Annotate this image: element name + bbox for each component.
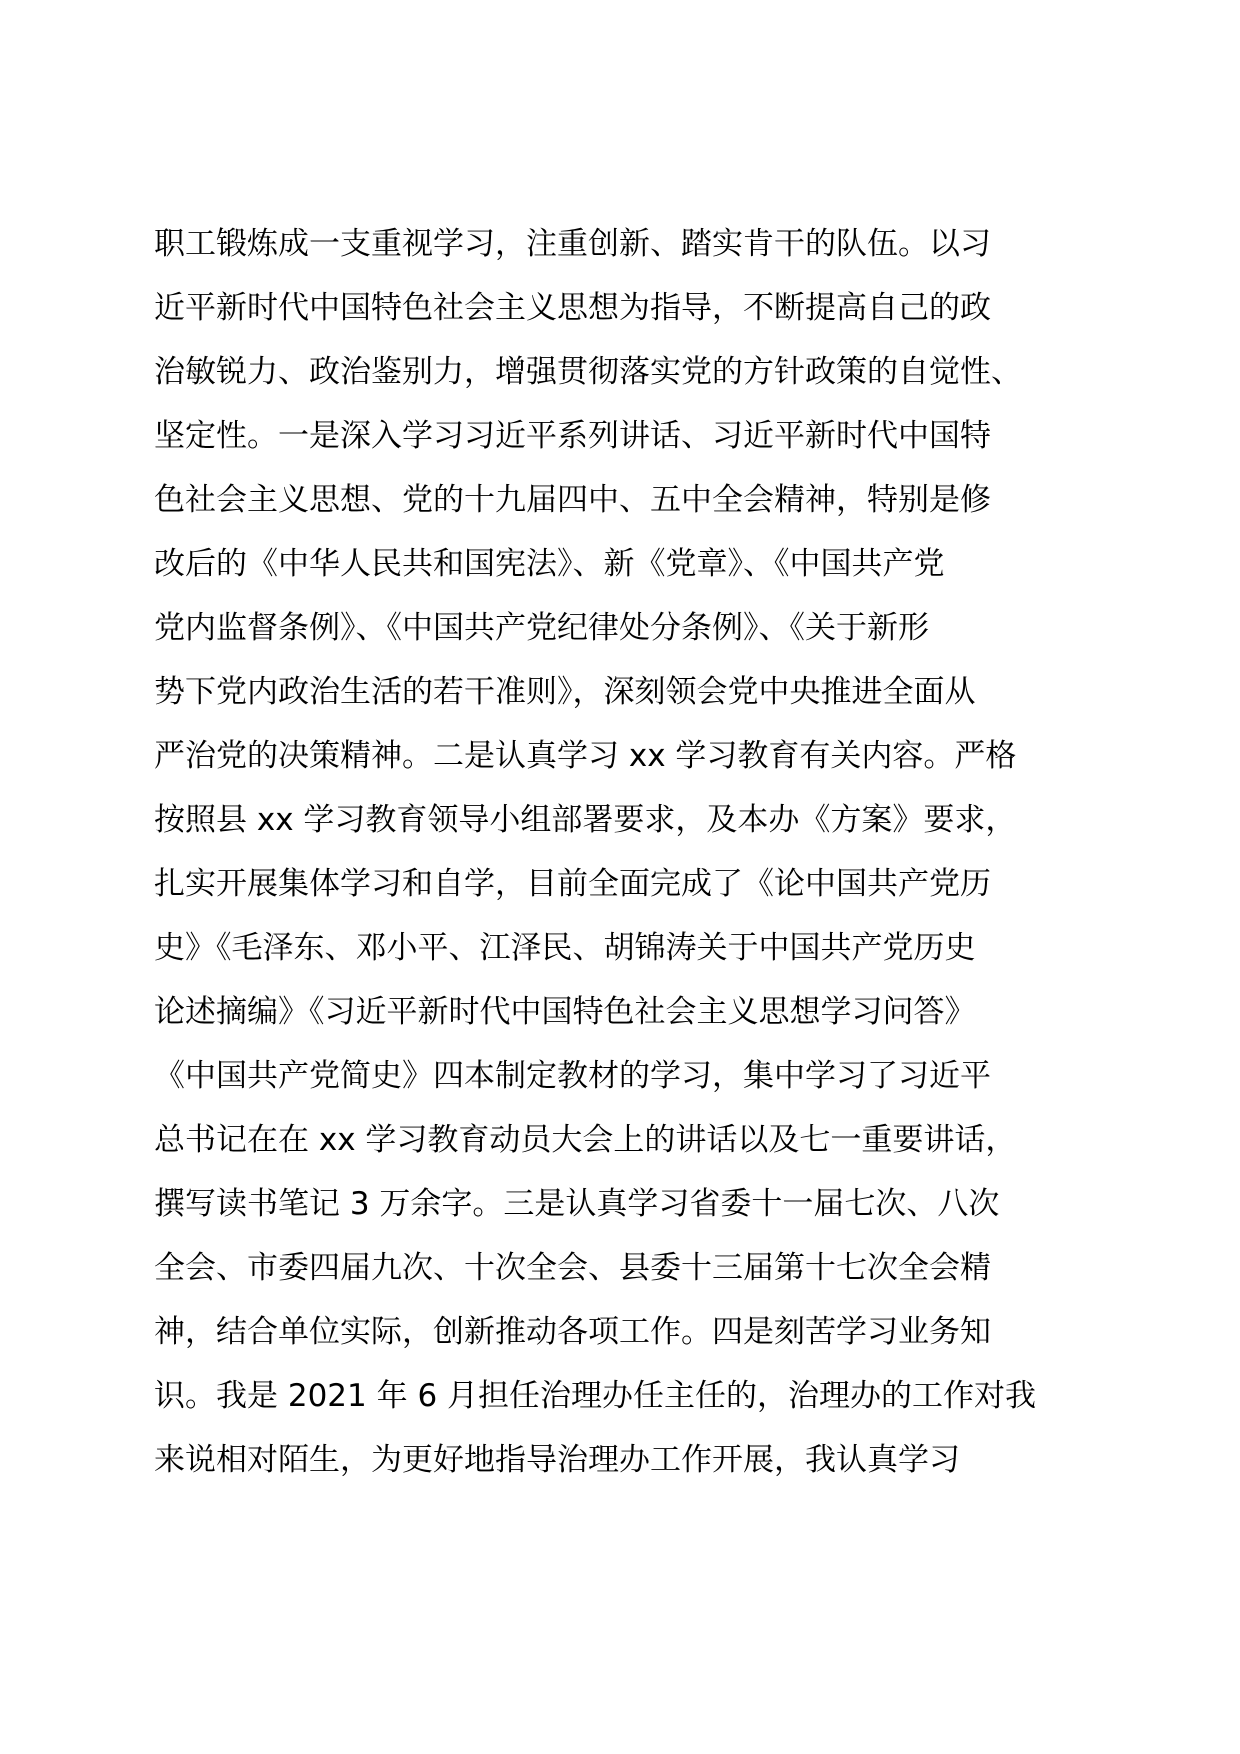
text-line: 总书记在在 xx 学习教育动员大会上的讲话以及七一重要讲话， <box>154 1122 1017 1158</box>
text-line: 职工锻炼成一支重视学习，注重创新、踏实肯干的队伍。以习 <box>154 226 991 262</box>
text-line: 色社会主义思想、党的十九届四中、五中全会精神，特别是修 <box>154 482 991 518</box>
text-line: 识。我是 2021 年 6 月担任治理办任主任的，治理办的工作对我 <box>154 1378 1037 1414</box>
text-line: 坚定性。一是深入学习习近平系列讲话、习近平新时代中国特 <box>154 418 991 454</box>
text-line: 按照县 xx 学习教育领导小组部署要求，及本办《方案》要求， <box>154 802 1017 838</box>
text-line: 扎实开展集体学习和自学，目前全面完成了《论中国共产党历 <box>154 866 991 902</box>
text-line: 来说相对陌生，为更好地指导治理办工作开展，我认真学习 <box>154 1442 960 1478</box>
text-line: 全会、市委四届九次、十次全会、县委十三届第十七次全会精 <box>154 1250 991 1286</box>
text-line: 史》《毛泽东、邓小平、江泽民、胡锦涛关于中国共产党历史 <box>154 930 976 966</box>
text-line: 严治党的决策精神。二是认真学习 xx 学习教育有关内容。严格 <box>154 738 1017 774</box>
text-line: 《中国共产党简史》四本制定教材的学习，集中学习了习近平 <box>154 1058 991 1094</box>
text-line: 论述摘编》《习近平新时代中国特色社会主义思想学习问答》 <box>154 994 976 1030</box>
text-line: 改后的《中华人民共和国宪法》、新《党章》、《中国共产党 <box>154 546 945 582</box>
text-line: 势下党内政治生活的若干准则》，深刻领会党中央推进全面从 <box>154 674 976 710</box>
text-line: 撰写读书笔记 3 万余字。三是认真学习省委十一届七次、八次 <box>154 1186 1000 1222</box>
text-line: 近平新时代中国特色社会主义思想为指导，不断提高自己的政 <box>154 290 991 326</box>
text-line: 神，结合单位实际，创新推动各项工作。四是刻苦学习业务知 <box>154 1314 991 1350</box>
text-line: 治敏锐力、政治鉴别力，增强贯彻落实党的方针政策的自觉性、 <box>154 354 1022 390</box>
text-line: 党内监督条例》、《中国共产党纪律处分条例》、《关于新形 <box>154 610 929 646</box>
body-paragraph <box>154 212 1114 1492</box>
